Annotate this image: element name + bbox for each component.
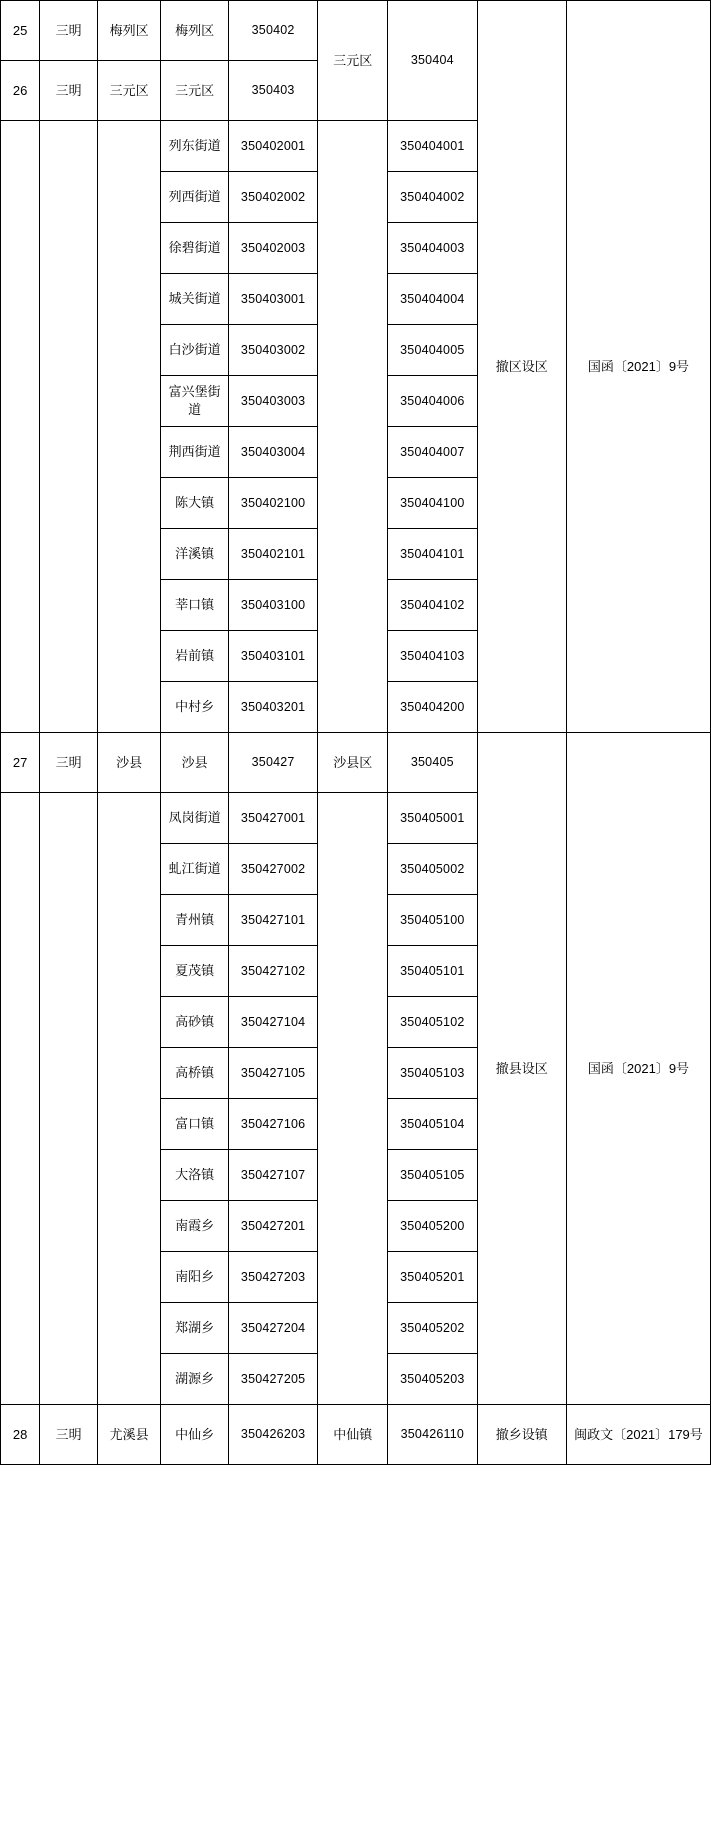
original-name: 陈大镇 <box>161 478 229 529</box>
new-code: 350404004 <box>388 274 477 325</box>
new-name: 三元区 <box>318 1 388 121</box>
new-code: 350405200 <box>388 1201 477 1252</box>
new-code: 350405203 <box>388 1354 477 1405</box>
adjustment-type: 撤县设区 <box>477 733 566 1405</box>
city-name: 三明 <box>40 1 98 61</box>
original-name: 梅列区 <box>161 1 229 61</box>
new-code: 350405001 <box>388 793 477 844</box>
original-code: 350403 <box>228 61 317 121</box>
original-code: 350427107 <box>228 1150 317 1201</box>
new-code: 350405102 <box>388 997 477 1048</box>
new-code: 350405 <box>388 733 477 793</box>
original-code: 350426203 <box>228 1405 317 1465</box>
new-code: 350426110 <box>388 1405 477 1465</box>
table-body <box>1 1 711 1465</box>
original-code: 350403004 <box>228 427 317 478</box>
original-code: 350402100 <box>228 478 317 529</box>
original-code: 350402 <box>228 1 317 61</box>
original-code: 350427201 <box>228 1201 317 1252</box>
approval-document: 国函〔2021〕9号 <box>566 1 710 733</box>
original-code: 350402002 <box>228 172 317 223</box>
county-name: 沙县 <box>98 733 161 793</box>
new-code: 350405105 <box>388 1150 477 1201</box>
new-code: 350404 <box>388 1 477 121</box>
original-name: 南霞乡 <box>161 1201 229 1252</box>
original-name: 徐碧街道 <box>161 223 229 274</box>
new-code: 350404102 <box>388 580 477 631</box>
county-name: 梅列区 <box>98 1 161 61</box>
new-code: 350405101 <box>388 946 477 997</box>
original-name: 大洛镇 <box>161 1150 229 1201</box>
original-code: 350427105 <box>228 1048 317 1099</box>
original-code: 350427 <box>228 733 317 793</box>
original-code: 350427203 <box>228 1252 317 1303</box>
original-name: 列西街道 <box>161 172 229 223</box>
original-code: 350427002 <box>228 844 317 895</box>
new-code: 350405103 <box>388 1048 477 1099</box>
original-code: 350427101 <box>228 895 317 946</box>
new-code: 350404100 <box>388 478 477 529</box>
table-row <box>1 1 711 61</box>
original-name: 荆西街道 <box>161 427 229 478</box>
original-code: 350403101 <box>228 631 317 682</box>
approval-document: 闽政文〔2021〕179号 <box>566 1405 710 1465</box>
original-code: 350403100 <box>228 580 317 631</box>
new-code: 350405104 <box>388 1099 477 1150</box>
approval-document: 国函〔2021〕9号 <box>566 733 710 1405</box>
original-name: 中仙乡 <box>161 1405 229 1465</box>
original-name: 富口镇 <box>161 1099 229 1150</box>
new-code: 350404101 <box>388 529 477 580</box>
row-number-spacer <box>1 793 40 1405</box>
original-name: 中村乡 <box>161 682 229 733</box>
row-number: 26 <box>1 61 40 121</box>
city-name: 三明 <box>40 1405 98 1465</box>
original-code: 350427106 <box>228 1099 317 1150</box>
original-name: 岩前镇 <box>161 631 229 682</box>
table-row <box>1 1405 711 1465</box>
original-name: 虬江街道 <box>161 844 229 895</box>
original-name: 青州镇 <box>161 895 229 946</box>
original-code: 350403002 <box>228 325 317 376</box>
original-name: 莘口镇 <box>161 580 229 631</box>
original-name: 列东街道 <box>161 121 229 172</box>
original-code: 350427104 <box>228 997 317 1048</box>
original-name: 夏茂镇 <box>161 946 229 997</box>
original-name: 洋溪镇 <box>161 529 229 580</box>
county-name-spacer <box>98 793 161 1405</box>
row-number: 28 <box>1 1405 40 1465</box>
new-code: 350404001 <box>388 121 477 172</box>
new-name-spacer <box>318 121 388 733</box>
original-name: 三元区 <box>161 61 229 121</box>
original-name: 高桥镇 <box>161 1048 229 1099</box>
original-name: 湖源乡 <box>161 1354 229 1405</box>
new-code: 350404003 <box>388 223 477 274</box>
new-code: 350404200 <box>388 682 477 733</box>
row-number-spacer <box>1 121 40 733</box>
original-name: 沙县 <box>161 733 229 793</box>
new-code: 350405202 <box>388 1303 477 1354</box>
city-name-spacer <box>40 121 98 733</box>
new-code: 350404006 <box>388 376 477 427</box>
table-row <box>1 733 711 793</box>
new-name-spacer <box>318 793 388 1405</box>
original-name: 白沙街道 <box>161 325 229 376</box>
original-name: 富兴堡街道 <box>161 376 229 427</box>
original-code: 350402003 <box>228 223 317 274</box>
original-code: 350427001 <box>228 793 317 844</box>
adjustment-type: 撤乡设镇 <box>477 1405 566 1465</box>
new-code: 350404103 <box>388 631 477 682</box>
original-name: 南阳乡 <box>161 1252 229 1303</box>
original-code: 350427205 <box>228 1354 317 1405</box>
new-code: 350405201 <box>388 1252 477 1303</box>
county-name-spacer <box>98 121 161 733</box>
row-number: 27 <box>1 733 40 793</box>
original-code: 350402001 <box>228 121 317 172</box>
new-name: 沙县区 <box>318 733 388 793</box>
county-name: 三元区 <box>98 61 161 121</box>
new-code: 350405100 <box>388 895 477 946</box>
original-name: 凤岗街道 <box>161 793 229 844</box>
county-name: 尤溪县 <box>98 1405 161 1465</box>
new-code: 350404002 <box>388 172 477 223</box>
original-code: 350402101 <box>228 529 317 580</box>
original-code: 350403001 <box>228 274 317 325</box>
adjustment-type: 撤区设区 <box>477 1 566 733</box>
original-code: 350403201 <box>228 682 317 733</box>
original-code: 350403003 <box>228 376 317 427</box>
city-name-spacer <box>40 793 98 1405</box>
city-name: 三明 <box>40 61 98 121</box>
new-code: 350404005 <box>388 325 477 376</box>
original-code: 350427204 <box>228 1303 317 1354</box>
original-name: 郑湖乡 <box>161 1303 229 1354</box>
new-code: 350405002 <box>388 844 477 895</box>
new-name: 中仙镇 <box>318 1405 388 1465</box>
city-name: 三明 <box>40 733 98 793</box>
original-code: 350427102 <box>228 946 317 997</box>
original-name: 高砂镇 <box>161 997 229 1048</box>
new-code: 350404007 <box>388 427 477 478</box>
row-number: 25 <box>1 1 40 61</box>
original-name: 城关街道 <box>161 274 229 325</box>
